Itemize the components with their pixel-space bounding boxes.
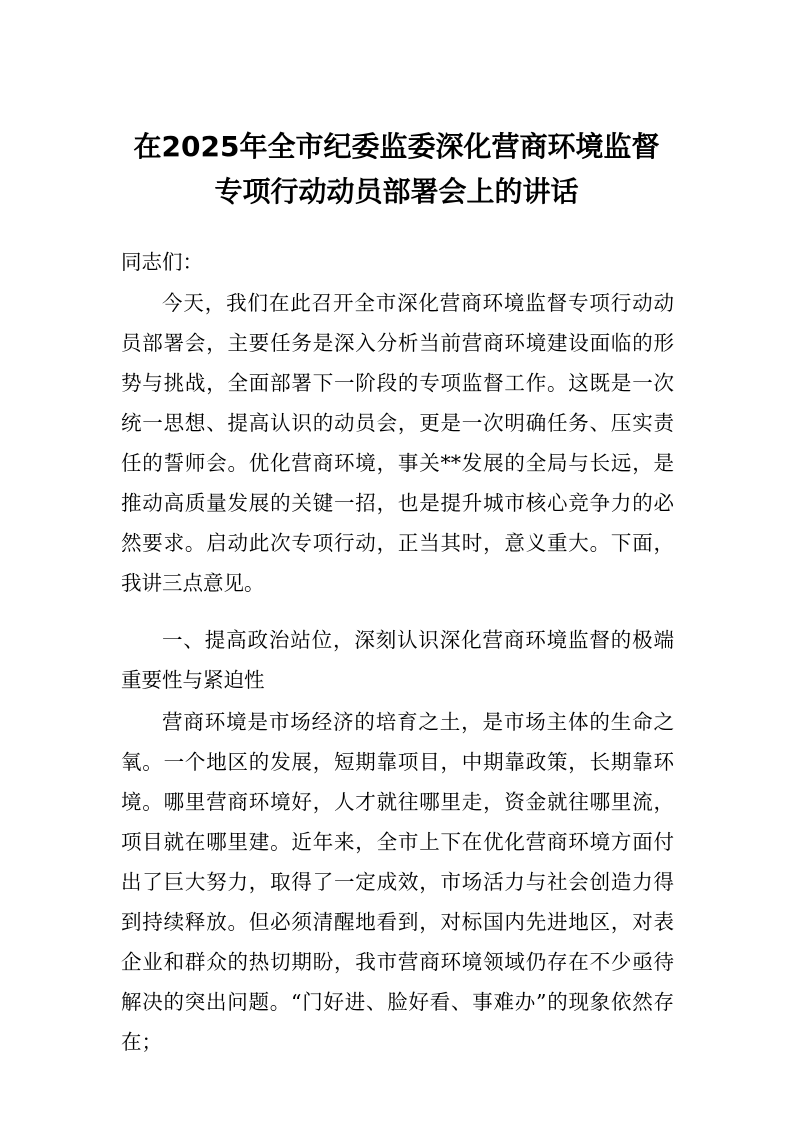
title-line-2: 专项行动动员部署会上的讲话 — [214, 175, 579, 208]
paragraph-intro: 今天，我们在此召开全市深化营商环境监督专项行动动员部署会，主要任务是深入分析当前营商环境建设面临的形势与挑战，全面部署下一阶段的专项监督工作。这既是一次统一思想、提高认识的动员会，更是一次明确任务、压实责任的誓师会。优化营商环境，事关**发展的全局与长远，是推动高质量发展的关键一招，也是提升城市核心竞争力的必然要求。启动此次专项行动，正当其时，意义重大。下面，我讲三点意见。 — [121, 291, 674, 595]
section-heading-1: 一、提高政治站位，深刻认识深化营商环境监督的极端重要性与紧迫性 — [121, 628, 674, 692]
salutation: 同志们： — [121, 250, 203, 274]
title-line-1: 在2025年全市纪委监委深化营商环境监督 — [133, 130, 660, 163]
paragraph-section-1: 营商环境是市场经济的培育之土，是市场主体的生命之氧。一个地区的发展，短期靠项目，中期靠政策，长期靠环境。哪里营商环境好，人才就往哪里走，资金就往哪里流，项目就在哪里建。近年来，全市上下在优化营商环境方面付出了巨大努力，取得了一定成效，市场活力与社会创造力得到持续释放。但必须清醒地看到，对标国内先进地区，对表企业和群众的热切期盼，我市营商环境领域仍存在不少亟待解决的突出问题。“门好进、脸好看、事难办”的现象依然存在； — [121, 710, 674, 1054]
